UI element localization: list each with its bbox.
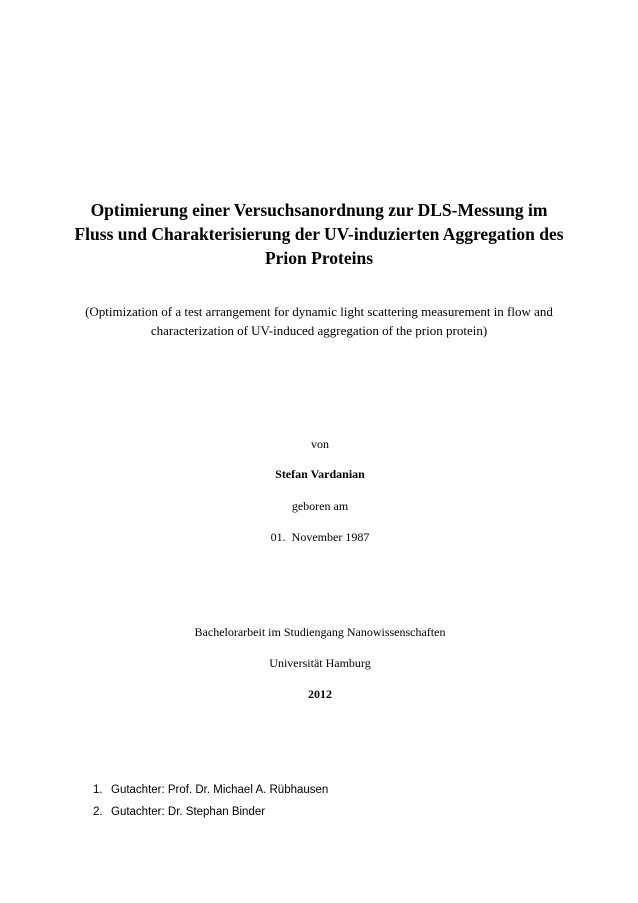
reviewer-number: 2. xyxy=(93,806,103,818)
german-title-line-2: Fluss und Charakterisierung der UV-induzierten Aggregation des xyxy=(74,224,564,244)
english-title-line-2: characterization of UV-induced aggregation of the prion protein) xyxy=(150,323,488,338)
german-title-line-1: Optimierung einer Versuchsanordnung zur DLS-Messung im xyxy=(90,200,548,220)
born-label: geboren am xyxy=(291,499,349,513)
german-title xyxy=(40,198,598,270)
von-label: von xyxy=(311,437,329,451)
author-name: Stefan Vardanian xyxy=(275,467,365,481)
reviewer-text: Gutachter: Dr. Stephan Binder xyxy=(111,806,266,818)
german-title-line-3: Prion Proteins xyxy=(264,248,374,268)
birth-date: 01. November 1987 xyxy=(270,530,370,544)
reviewer-text: Gutachter: Prof. Dr. Michael A. Rübhausen xyxy=(111,784,329,796)
reviewer-item xyxy=(93,779,328,801)
reviewer-item xyxy=(93,801,328,823)
thesis-year: 2012 xyxy=(308,687,332,701)
reviewer-number: 1. xyxy=(93,784,103,796)
english-title xyxy=(60,302,578,340)
degree-program: Bachelorarbeit im Studiengang Nanowissenschaften xyxy=(194,625,446,639)
english-title-line-1: (Optimization of a test arrangement for dynamic light scattering measurement in flow and xyxy=(85,304,553,319)
university-name: Universität Hamburg xyxy=(269,656,371,670)
reviewer-list xyxy=(93,779,328,823)
